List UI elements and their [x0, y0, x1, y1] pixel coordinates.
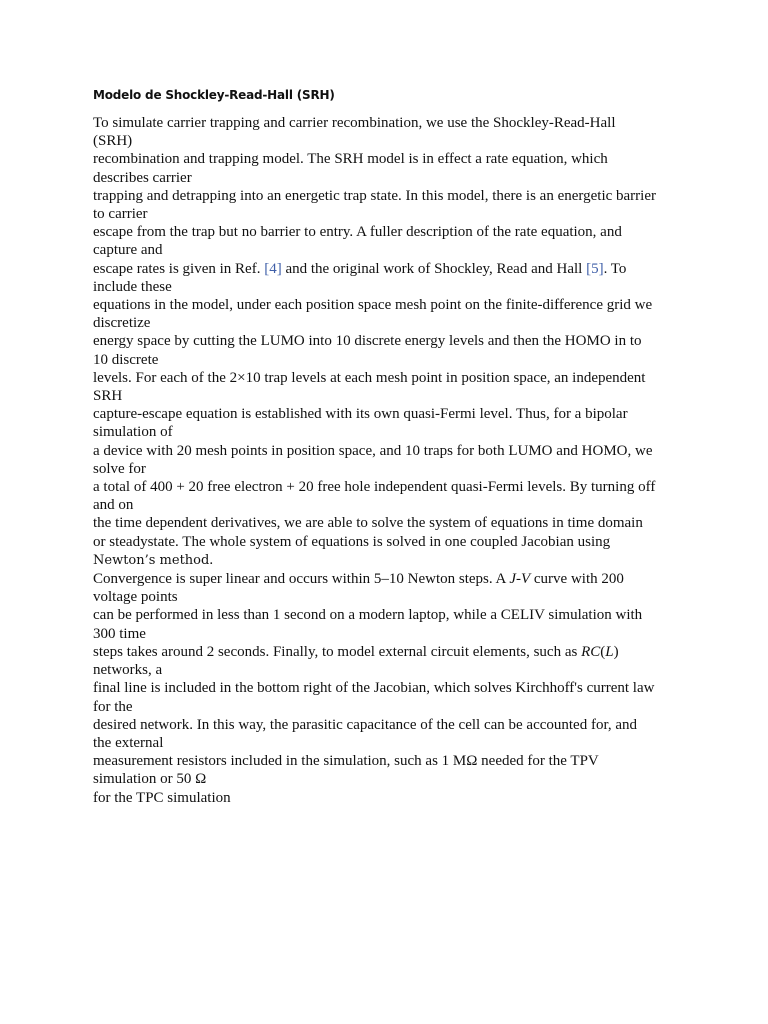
text-line: simulation or 50 Ω	[93, 771, 207, 788]
text-line: capture-escape equation is established with its own quasi-Fermi level. Thus, for a bipolar	[93, 406, 628, 423]
text-line: networks, a	[93, 662, 163, 679]
text-line-with-italic	[93, 643, 693, 661]
text-segment: )	[613, 643, 619, 660]
text-line: discretize	[93, 315, 151, 332]
text-line: 10 discrete	[93, 351, 159, 368]
text-line-with-math	[93, 533, 693, 551]
text-line: 300 time	[93, 625, 146, 642]
text-line: for the TPC simulation	[93, 789, 231, 806]
text-line: SRH	[93, 388, 123, 405]
text-line: can be performed in less than 1 second on a modern laptop, while a CELIV simulation with	[93, 607, 643, 624]
text-line: levels. For each of the 2×10 trap levels at each mesh point in position space, an independent	[93, 369, 646, 386]
rc-italic: RC	[581, 643, 601, 660]
text-line: recombination and trapping model. The SRH model is in effect a rate equation, which	[93, 151, 608, 168]
text-segment: curve with 200	[530, 571, 624, 588]
text-line: and on	[93, 497, 134, 514]
text-line: capture and	[93, 242, 163, 259]
text-line: equations in the model, under each position space mesh point on the finite-difference grid we	[93, 297, 653, 314]
text-line: desired network. In this way, the parasitic capacitance of the cell can be accounted for, and	[93, 716, 638, 733]
text-line-with-math	[93, 551, 693, 570]
text-line: include these	[93, 278, 172, 295]
text-line-with-refs	[93, 260, 693, 278]
text-segment: .	[209, 551, 214, 568]
text-line: energy space by cutting the LUMO into 10 discrete energy levels and then the HOMO in to	[93, 333, 642, 350]
text-line: solve for	[93, 460, 146, 477]
text-line: the time dependent derivatives, we are able to solve the system of equations in time domain	[93, 515, 643, 532]
jv-italic: J-V	[509, 571, 531, 588]
text-line: (SRH)	[93, 133, 133, 150]
section-heading: Modelo de Shockley-Read-Hall (SRH)	[93, 88, 335, 102]
text-line: To simulate carrier trapping and carrier recombination, we use the Shockley-Read-Hall	[93, 115, 616, 131]
text-segment: and the original work of Shockley, Read and Hall	[281, 260, 587, 277]
text-segment: escape rates is given in Ref.	[93, 260, 265, 277]
text-line: a total of 400 + 20 free electron + 20 free hole independent quasi-Fermi levels. By turning off	[93, 479, 656, 496]
l-italic: L	[605, 643, 614, 660]
text-line: the external	[93, 734, 164, 751]
newtons-method-equation-text: Newton’s method	[93, 552, 210, 568]
text-line: for the	[93, 698, 133, 715]
reference-link-4[interactable]: [4]	[264, 260, 282, 277]
text-segment: Convergence is super linear and occurs within 5–10 Newton steps. A	[93, 571, 510, 588]
text-line: measurement resistors included in the simulation, such as 1 MΩ needed for the TPV	[93, 753, 599, 770]
text-line: trapping and detrapping into an energetic trap state. In this model, there is an energetic barrier	[93, 187, 656, 204]
text-line: final line is included in the bottom right of the Jacobian, which solves Kirchhoff's current law	[93, 680, 655, 697]
text-line: escape from the trap but no barrier to entry. A fuller description of the rate equation, and	[93, 224, 622, 241]
text-segment: steps takes around 2 seconds. Finally, to model external circuit elements, such as	[93, 643, 582, 660]
text-line: describes carrier	[93, 169, 192, 186]
text-segment: (	[600, 643, 606, 660]
text-line: a device with 20 mesh points in position space, and 10 traps for both LUMO and HOMO, we	[93, 442, 653, 459]
reference-link-5[interactable]: [5]	[586, 260, 604, 277]
text-line: to carrier	[93, 206, 148, 223]
text-line: simulation of	[93, 424, 173, 441]
text-line-with-italic	[93, 570, 693, 588]
body-paragraph	[93, 114, 693, 807]
text-segment: or steadystate. The whole system of equations is solved in one coupled Jacobian using	[93, 533, 611, 550]
text-segment: . To	[603, 260, 627, 277]
text-line: voltage points	[93, 589, 178, 606]
